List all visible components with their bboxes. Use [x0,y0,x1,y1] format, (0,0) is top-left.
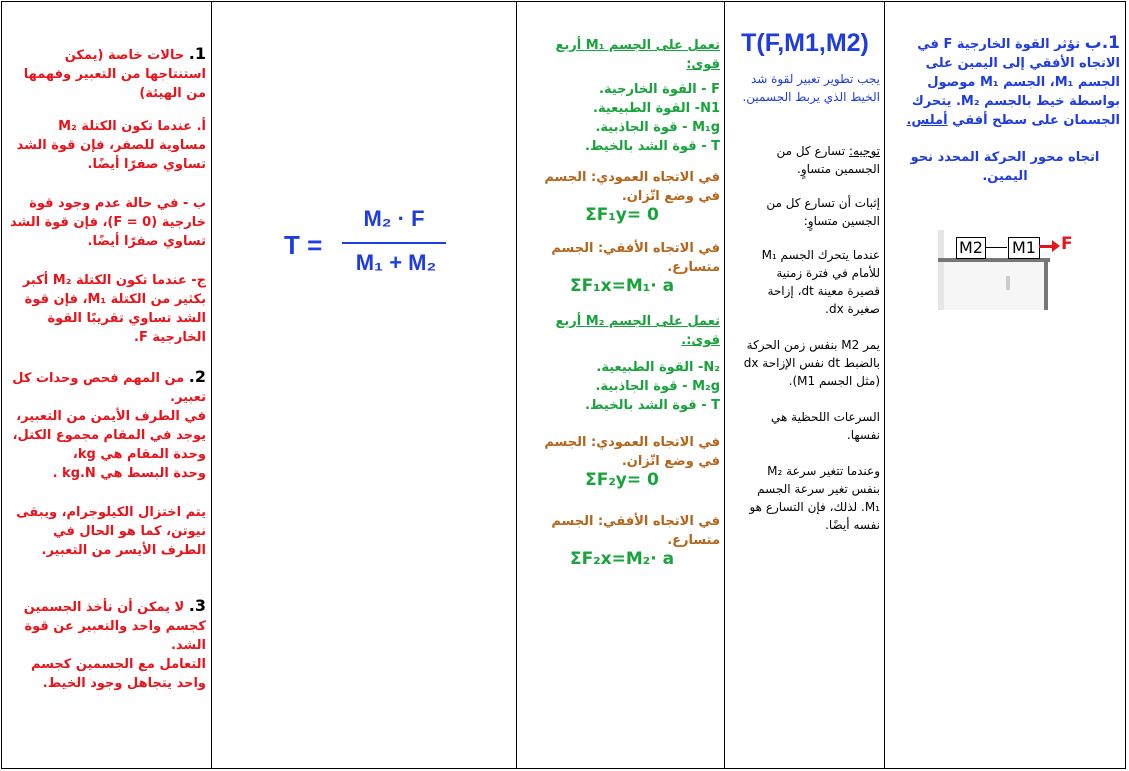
force-m1g: M₁g - قوة الجاذبية. [595,120,720,135]
m1-vertical-label: في الاتجاه العمودي: الجسم في وضع اتّزان. [544,170,720,204]
force-t2: T - قوة الشد بالخيط. [585,398,720,413]
m1-horizontal-equation: ΣF₁x=M₁· a [569,276,675,296]
table-leg-right [1044,258,1048,310]
m1-forces-heading: تعمل على الجسم M₁ أربع قوى: [555,38,720,72]
step-1: عندما يتحرك الجسم M₁ للأمام في فترة زمنية قصيرة معينة dt، إزاحة صغيرة dx. [761,248,880,316]
fraction-bar [342,242,446,244]
formula-numerator: M₂ · F [363,206,425,231]
units-line-3: يتم اختزال الكيلوجرام، ويبقى نيوتن، كما هو الحال في الطرف الأيسر من التعبير. [16,505,206,558]
case-2: 2. من المهم فحص وحدات كل تعبير. [12,367,206,405]
column-divider [724,2,725,768]
problem-statement: 1.ب تؤثر القوة الخارجية F في الاتجاه الأفقي إلى اليمين على الجسم M₁، الجسم M₁ موصول بواسطة خيط بالجسم M₂. يتحرك الجسمان على سطح أفقي أملس. [906,33,1120,128]
table-mark [1006,276,1010,290]
formula-lhs: T = [284,230,323,260]
force-arrow-shaft [1039,245,1053,248]
table-body [944,262,1047,310]
m1-vertical-equation: ΣF₁y= 0 [585,205,659,225]
case-3-line-2: التعامل مع الجسمين كجسم واحد يتجاهل وجود الخيط. [30,657,206,691]
block-m2: M2 [956,237,986,259]
case-a: أ. عندما تكون الكتلة M₂ مساوية للصفر، فإن قوة الشد تساوي صفرًا أيضًا. [16,119,206,172]
block-m1: M1 [1008,237,1040,259]
step-2: يمر M2 بنفس زمن الحركة بالضبط dt نفس الإزاحة dx (مثل الجسم M1). [743,338,880,388]
column-divider [884,2,885,768]
force-n2: N₂- القوة الطبيعية. [596,360,720,375]
guidance-steps [730,142,880,534]
proof-heading: إثبات أن تسارع كل من الجسين متساوٍ: [766,196,880,228]
formula-column [212,2,516,768]
m2-forces-heading: تعمل على الجسم M₂ أربع قوى:. [555,314,720,348]
force-t1: T - قوة الشد بالخيط. [585,139,720,154]
m2-vertical-label: في الاتجاه العمودي: الجسم في وضع اتّزان. [544,435,720,469]
forces-column [524,2,720,768]
force-label: F [1061,234,1073,254]
axis-direction: اتجاه محور الحركة المحدد نحو اليمين. [910,150,1100,184]
column-divider [516,2,517,768]
case-b: ب - في حالة عدم وجود قوة خارجية (F = 0)، فإن قوة الشد تساوي صفرًا أيضًا. [10,196,206,249]
case-3: 3. لا يمكن أن نأخذ الجسمين كجسم واحد والتعبير عن قوة الشد. [23,596,206,653]
problem-column [890,2,1120,768]
case-1: 1. حالات خاصة (يمكن استنتاجها من التعبير وفهمها من الهيئة) [23,44,206,101]
formula-denominator: M₁ + M₂ [355,250,437,275]
force-m2g: M₂g - قوة الجاذبية. [595,379,720,394]
m2-horizontal-equation: ΣF₂x=M₂· a [569,549,675,569]
lesson-table [1,1,1126,769]
step-3: السرعات اللحظية هي نفسها. [771,410,880,442]
guidance-column [730,2,880,768]
m1-horizontal-label: في الاتجاه الأفقي: الجسم متسارع. [551,241,720,275]
step-4: وعندما تتغير سرعة M₂ بنفس تغير سرعة الجسم M₁. لذلك، فإن التسارع هو نفسه أيضًا. [749,464,880,532]
guidance-title: T(F,M1,M2) [741,29,869,57]
blocks-diagram [938,230,1073,310]
case-c: ج- عندما تكون الكتلة M₂ أكبر بكثير من الكتلة M₁، فإن قوة الشد تساوي تقريبًا القوة الخارجية F. [22,273,206,345]
guidance-intro: يجب تطوير تعبير لقوة شد الخيط الذي يربط الجسمين. [742,72,880,104]
m2-vertical-equation: ΣF₂y= 0 [585,470,659,490]
tension-formula [284,202,454,292]
string [985,247,1007,248]
force-n1: N1- القوة الطبيعية. [593,101,720,116]
units-line-1: في الطرف الأيمن من التعبير، يوجد في المقام مجموع الكتل، وحدة المقام هي kg، [12,409,206,462]
hint: توجيه: تسارع كل من الجسمين متساوٍ. [776,144,880,176]
units-line-2: وحدة البسط هي kg.N . [52,466,206,481]
force-f: F - القوة الخارجية. [599,82,720,97]
force-arrow-icon [1052,240,1060,252]
m2-horizontal-label: في الاتجاه الأفقي: الجسم متسارع. [551,514,720,548]
special-cases-column [10,2,206,768]
